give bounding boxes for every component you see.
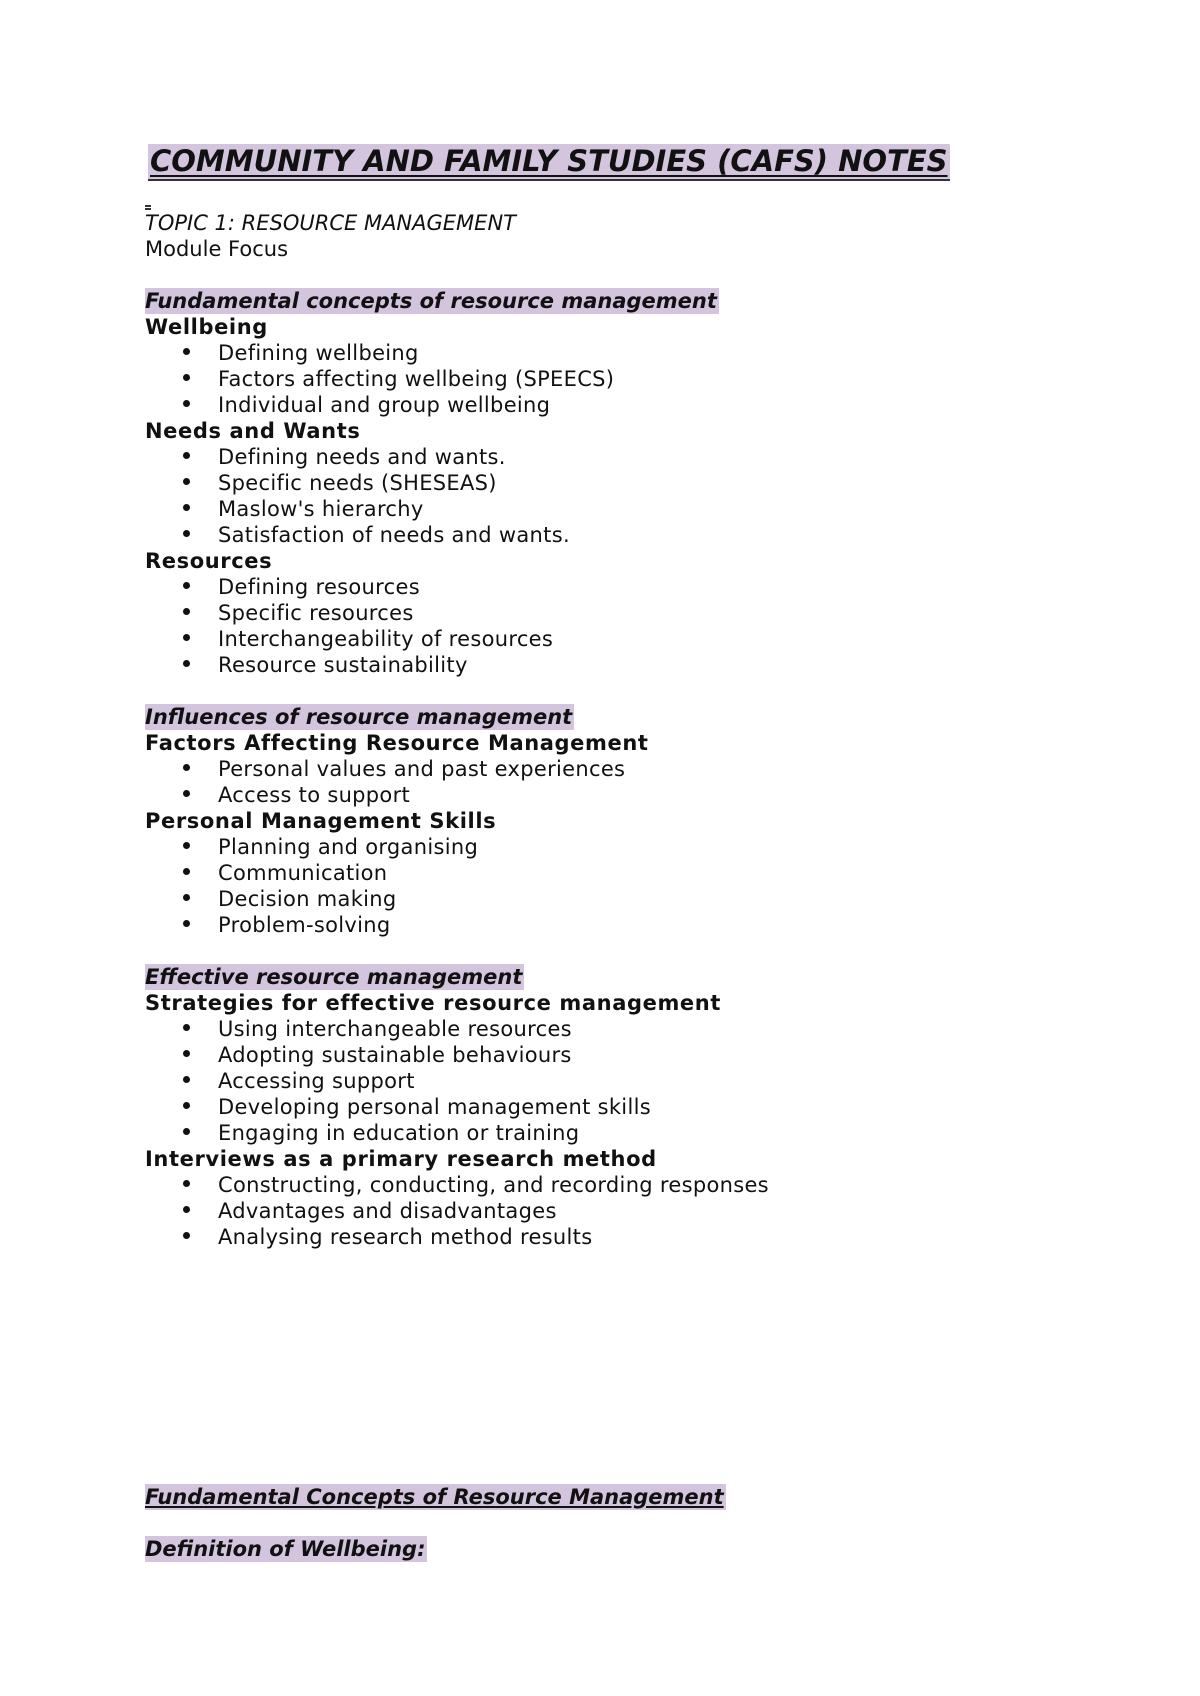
list-item bbox=[145, 912, 1105, 938]
list-item-text: Constructing, conducting, and recording responses bbox=[218, 1173, 769, 1197]
bullet-icon bbox=[183, 868, 190, 875]
list-item-text: Defining needs and wants. bbox=[218, 445, 506, 469]
bullet-icon bbox=[183, 1050, 190, 1057]
bullet-list bbox=[145, 444, 1105, 548]
list-item bbox=[145, 470, 1105, 496]
section-heading: Influences of resource management bbox=[145, 705, 573, 729]
bullet-list bbox=[145, 1172, 1105, 1250]
list-item bbox=[145, 1042, 1105, 1068]
bullet-list bbox=[145, 574, 1105, 678]
subheading: Interviews as a primary research method bbox=[145, 1147, 657, 1171]
bullet-icon bbox=[183, 348, 190, 355]
paragraph-mark bbox=[145, 205, 151, 207]
bullet-icon bbox=[183, 374, 190, 381]
bullet-icon bbox=[183, 530, 190, 537]
spacer bbox=[145, 262, 1105, 288]
bullet-list bbox=[145, 756, 1105, 808]
list-item-text: Communication bbox=[218, 861, 388, 885]
list-item-text: Decision making bbox=[218, 887, 397, 911]
bullet-icon bbox=[183, 504, 190, 511]
section-heading: Effective resource management bbox=[145, 965, 523, 989]
list-item-text: Defining wellbeing bbox=[218, 341, 419, 365]
list-item-text: Resource sustainability bbox=[218, 653, 468, 677]
bullet-icon bbox=[183, 1206, 190, 1213]
list-item-text: Defining resources bbox=[218, 575, 420, 599]
bullet-icon bbox=[183, 1180, 190, 1187]
bullet-list bbox=[145, 1016, 1105, 1146]
bullet-icon bbox=[183, 790, 190, 797]
list-item bbox=[145, 340, 1105, 366]
bullet-icon bbox=[183, 608, 190, 615]
list-item bbox=[145, 522, 1105, 548]
list-item-text: Accessing support bbox=[218, 1069, 415, 1093]
list-item-text: Satisfaction of needs and wants. bbox=[218, 523, 570, 547]
bullet-icon bbox=[183, 1102, 190, 1109]
subheading: Factors Affecting Resource Management bbox=[145, 731, 649, 755]
list-item bbox=[145, 1172, 1105, 1198]
list-item bbox=[145, 496, 1105, 522]
subheading: Needs and Wants bbox=[145, 419, 361, 443]
list-item bbox=[145, 574, 1105, 600]
document-title: COMMUNITY AND FAMILY STUDIES (CAFS) NOTES bbox=[148, 144, 950, 181]
list-item-text: Maslow's hierarchy bbox=[218, 497, 424, 521]
bullet-icon bbox=[183, 1128, 190, 1135]
list-item-text: Access to support bbox=[218, 783, 411, 807]
bottom-section-heading: Fundamental Concepts of Resource Management bbox=[145, 1485, 724, 1509]
list-item-text: Adopting sustainable behaviours bbox=[218, 1043, 572, 1067]
subheading: Strategies for effective resource management bbox=[145, 991, 721, 1015]
bullet-icon bbox=[183, 660, 190, 667]
list-item bbox=[145, 1094, 1105, 1120]
bullet-list bbox=[145, 834, 1105, 938]
list-item-text: Analysing research method results bbox=[218, 1225, 593, 1249]
list-item bbox=[145, 1120, 1105, 1146]
list-item bbox=[145, 1016, 1105, 1042]
list-item-text: Advantages and disadvantages bbox=[218, 1199, 557, 1223]
list-item-text: Problem-solving bbox=[218, 913, 391, 937]
list-item-text: Specific resources bbox=[218, 601, 414, 625]
bullet-icon bbox=[183, 582, 190, 589]
definition-heading: Definition of Wellbeing: bbox=[145, 1537, 426, 1561]
section-heading: Fundamental concepts of resource management bbox=[145, 289, 717, 313]
bullet-icon bbox=[183, 1024, 190, 1031]
list-item-text: Specific needs (SHESEAS) bbox=[218, 471, 497, 495]
list-item bbox=[145, 1068, 1105, 1094]
list-item bbox=[145, 652, 1105, 678]
list-item bbox=[145, 860, 1105, 886]
bullet-icon bbox=[183, 842, 190, 849]
bullet-list bbox=[145, 340, 1105, 418]
spacer bbox=[145, 1250, 1105, 1484]
bullet-icon bbox=[183, 478, 190, 485]
list-item-text: Interchangeability of resources bbox=[218, 627, 554, 651]
bullet-icon bbox=[183, 764, 190, 771]
document-body bbox=[145, 210, 1105, 1562]
bullet-icon bbox=[183, 452, 190, 459]
bullet-icon bbox=[183, 894, 190, 901]
list-item bbox=[145, 626, 1105, 652]
topic-title: TOPIC 1: RESOURCE MANAGEMENT bbox=[145, 211, 516, 235]
list-item bbox=[145, 756, 1105, 782]
list-item bbox=[145, 1224, 1105, 1250]
list-item bbox=[145, 886, 1105, 912]
list-item-text: Engaging in education or training bbox=[218, 1121, 580, 1145]
bullet-icon bbox=[183, 400, 190, 407]
list-item-text: Factors affecting wellbeing (SPEECS) bbox=[218, 367, 615, 391]
list-item-text: Personal values and past experiences bbox=[218, 757, 626, 781]
subheading: Wellbeing bbox=[145, 315, 268, 339]
list-item bbox=[145, 1198, 1105, 1224]
spacer bbox=[145, 938, 1105, 964]
bullet-icon bbox=[183, 634, 190, 641]
list-item-text: Planning and organising bbox=[218, 835, 479, 859]
bullet-icon bbox=[183, 920, 190, 927]
bullet-icon bbox=[183, 1076, 190, 1083]
list-item-text: Individual and group wellbeing bbox=[218, 393, 551, 417]
list-item bbox=[145, 392, 1105, 418]
subheading: Resources bbox=[145, 549, 273, 573]
list-item-text: Developing personal management skills bbox=[218, 1095, 651, 1119]
spacer bbox=[145, 678, 1105, 704]
list-item bbox=[145, 444, 1105, 470]
subheading: Personal Management Skills bbox=[145, 809, 497, 833]
list-item bbox=[145, 782, 1105, 808]
list-item bbox=[145, 366, 1105, 392]
spacer bbox=[145, 1510, 1105, 1536]
module-focus-label: Module Focus bbox=[145, 237, 289, 261]
list-item-text: Using interchangeable resources bbox=[218, 1017, 572, 1041]
list-item bbox=[145, 600, 1105, 626]
bullet-icon bbox=[183, 1232, 190, 1239]
list-item bbox=[145, 834, 1105, 860]
